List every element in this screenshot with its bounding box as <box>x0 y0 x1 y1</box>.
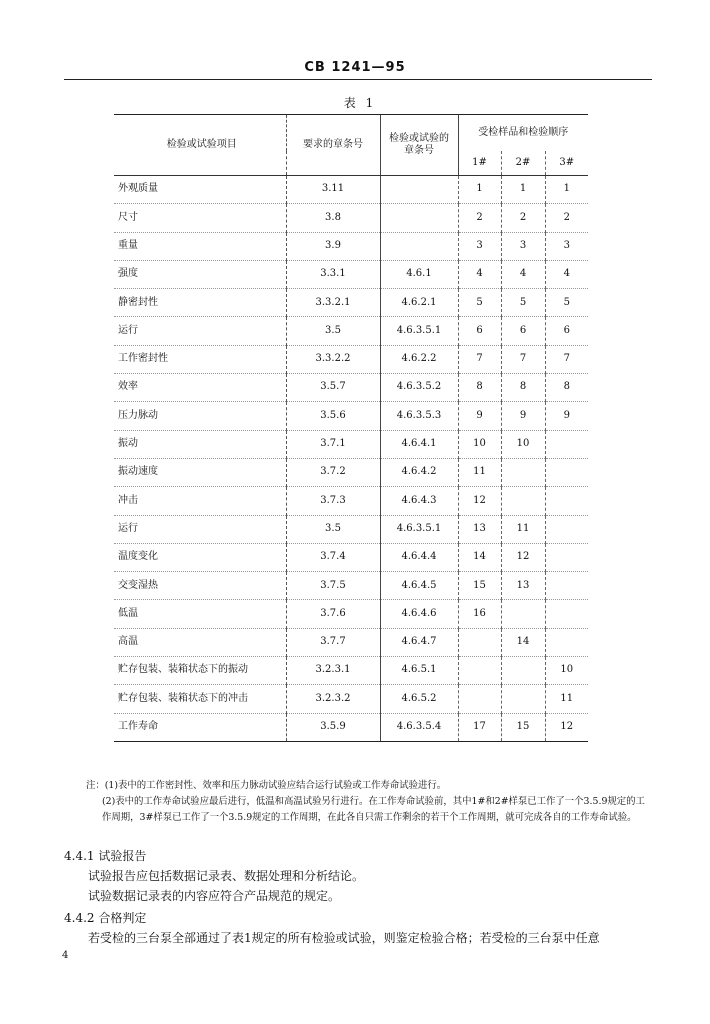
row-item-cell: 高温 <box>114 628 286 656</box>
table-row <box>114 628 588 656</box>
row-sample-3-cell <box>545 430 588 458</box>
table-row <box>114 402 588 430</box>
row-test-method-cell: 4.6.3.5.1 <box>380 317 458 345</box>
row-requirement-cell: 3.5.6 <box>286 402 380 430</box>
row-item-cell: 贮存包装、装箱状态下的振动 <box>114 657 286 685</box>
row-item-cell: 外观质量 <box>118 183 158 195</box>
row-sample-3-cell: 11 <box>545 685 588 713</box>
row-test-method-cell: 4.6.1 <box>380 260 458 288</box>
header-item: 检验或试验项目 <box>114 115 286 176</box>
row-sample-2-cell: 14 <box>501 628 545 656</box>
row-test-method-cell <box>380 176 458 204</box>
row-sample-2-cell: 12 <box>501 543 545 571</box>
row-requirement-cell: 3.8 <box>286 204 380 232</box>
row-requirement-cell: 3.5 <box>286 317 380 345</box>
spec-table-wrapper <box>114 114 588 742</box>
header-test-method: 检验或试验的章条号 <box>380 115 458 176</box>
row-sample-1-cell: 14 <box>458 543 501 571</box>
row-item-cell: 冲击 <box>114 487 286 515</box>
row-sample-1-cell: 9 <box>458 402 501 430</box>
row-requirement-cell: 3.5.7 <box>286 374 380 402</box>
row-sample-3-cell <box>545 458 588 486</box>
row-requirement-cell: 3.5.9 <box>286 713 380 741</box>
row-item-cell: 贮存包装、装箱状态下的冲击 <box>114 685 286 713</box>
header-rule <box>64 79 652 80</box>
row-sample-1-cell <box>458 628 501 656</box>
row-sample-1-cell: 6 <box>458 317 501 345</box>
row-sample-3-cell: 5 <box>545 289 588 317</box>
page-number: 4 <box>62 950 69 961</box>
row-sample-3-cell: 6 <box>545 317 588 345</box>
row-sample-3-cell <box>545 572 588 600</box>
table-row <box>114 176 588 204</box>
row-requirement-cell: 3.2.3.1 <box>286 657 380 685</box>
row-sample-2-cell: 15 <box>501 713 545 741</box>
row-sample-1-cell: 1 <box>458 176 501 204</box>
row-requirement-cell: 3.7.6 <box>286 600 380 628</box>
header-sample-2: 2# <box>501 151 545 176</box>
row-sample-2-cell: 6 <box>501 317 545 345</box>
table-row <box>114 430 588 458</box>
row-requirement-cell: 3.11 <box>286 176 380 204</box>
row-test-method-cell: 4.6.4.6 <box>380 600 458 628</box>
row-requirement-cell: 3.7.7 <box>286 628 380 656</box>
row-sample-3-cell <box>545 515 588 543</box>
row-sample-1-cell: 15 <box>458 572 501 600</box>
row-item-cell: 工作密封性 <box>114 345 286 373</box>
row-item-cell: 强度 <box>114 260 286 288</box>
note-2: (2)表中的工作寿命试验应最后进行，低温和高温试验另行进行。在工作寿命试验前，其中1#和2#样泵已工作了一个3.5.9规定的工作周期，3#样泵已工作了一个3.5.9规定的工作周期，在此各自只需工作剩余的若干个工作周期，就可完成各自的工作寿命试验。 <box>102 796 645 823</box>
table-row <box>114 713 588 741</box>
row-item-cell: 振动 <box>114 430 286 458</box>
row-sample-1-cell: 8 <box>458 374 501 402</box>
row-requirement-cell: 3.5 <box>286 515 380 543</box>
row-sample-2-cell: 5 <box>501 289 545 317</box>
row-sample-2-cell: 2 <box>501 204 545 232</box>
table-row <box>114 345 588 373</box>
row-test-method-cell <box>380 232 458 260</box>
row-sample-2-cell <box>501 458 545 486</box>
row-test-method-cell: 4.6.5.1 <box>380 657 458 685</box>
row-item-cell: 工作寿命 <box>114 713 286 741</box>
table-row <box>114 260 588 288</box>
row-test-method-cell: 4.6.5.2 <box>380 685 458 713</box>
row-sample-1-cell <box>458 685 501 713</box>
row-sample-3-cell: 9 <box>545 402 588 430</box>
row-requirement-cell: 3.7.2 <box>286 458 380 486</box>
spec-table <box>114 114 588 742</box>
row-sample-3-cell: 2 <box>545 204 588 232</box>
row-item-cell: 运行 <box>114 515 286 543</box>
row-requirement-cell: 3.3.1 <box>286 260 380 288</box>
standard-code: CB 1241—95 <box>304 60 406 75</box>
table-row <box>114 543 588 571</box>
row-sample-2-cell: 9 <box>501 402 545 430</box>
row-item-cell: 振动速度 <box>114 458 286 486</box>
row-sample-2-cell <box>501 657 545 685</box>
table-row <box>114 600 588 628</box>
row-sample-1-cell: 17 <box>458 713 501 741</box>
row-sample-2-cell: 3 <box>501 232 545 260</box>
row-sample-1-cell: 13 <box>458 515 501 543</box>
row-sample-3-cell: 8 <box>545 374 588 402</box>
row-requirement-cell: 3.7.1 <box>286 430 380 458</box>
row-sample-1-cell: 3 <box>458 232 501 260</box>
row-test-method-cell: 4.6.3.5.4 <box>380 713 458 741</box>
table-row <box>114 458 588 486</box>
row-requirement-cell: 3.2.3.2 <box>286 685 380 713</box>
row-item-cell: 效率 <box>114 374 286 402</box>
row-item-cell: 低温 <box>114 600 286 628</box>
row-sample-3-cell: 1 <box>545 176 588 204</box>
table-row <box>114 374 588 402</box>
section-4-4-2-line-1: 若受检的三台泵全部通过了表1规定的所有检验或试验，则鉴定检验合格；若受检的三台泵中任意 <box>88 931 600 945</box>
row-test-method-cell <box>380 204 458 232</box>
row-item-cell: 重量 <box>114 232 286 260</box>
row-requirement-cell: 3.3.2.2 <box>286 345 380 373</box>
row-sample-1-cell: 2 <box>458 204 501 232</box>
row-sample-1-cell: 5 <box>458 289 501 317</box>
row-test-method-cell: 4.6.2.2 <box>380 345 458 373</box>
row-sample-1-cell <box>458 657 501 685</box>
row-test-method-cell: 4.6.4.4 <box>380 543 458 571</box>
row-sample-2-cell <box>501 600 545 628</box>
row-sample-2-cell: 4 <box>501 260 545 288</box>
table-caption: 表 1 <box>343 96 377 110</box>
section-4-4-1 <box>64 846 664 906</box>
section-4-4-1-heading: 4.4.1 试验报告 <box>64 849 147 863</box>
row-sample-3-cell: 7 <box>545 345 588 373</box>
row-test-method-cell: 4.6.3.5.1 <box>380 515 458 543</box>
row-test-method-cell: 4.6.3.5.3 <box>380 402 458 430</box>
row-sample-3-cell <box>545 487 588 515</box>
header-sequence-group: 受检样品和检验顺序 <box>458 115 588 152</box>
row-item-cell: 尺寸 <box>114 204 286 232</box>
row-sample-2-cell: 8 <box>501 374 545 402</box>
row-item-cell: 温度变化 <box>114 543 286 571</box>
row-sample-2-cell: 13 <box>501 572 545 600</box>
row-test-method-cell: 4.6.4.1 <box>380 430 458 458</box>
row-sample-2-cell: 1 <box>501 176 545 204</box>
section-4-4-2 <box>64 908 664 948</box>
table-row <box>114 515 588 543</box>
row-test-method-cell: 4.6.4.2 <box>380 458 458 486</box>
row-requirement-cell: 3.9 <box>286 232 380 260</box>
row-sample-1-cell: 10 <box>458 430 501 458</box>
section-4-4-1-line-1: 试验报告应包括数据记录表、数据处理和分析结论。 <box>88 869 365 883</box>
row-test-method-cell: 4.6.2.1 <box>380 289 458 317</box>
row-sample-2-cell: 10 <box>501 430 545 458</box>
row-test-method-cell: 4.6.4.7 <box>380 628 458 656</box>
table-body <box>114 176 588 742</box>
row-sample-3-cell <box>545 628 588 656</box>
table-row <box>114 204 588 232</box>
row-sample-1-cell: 7 <box>458 345 501 373</box>
row-item-cell: 交变湿热 <box>114 572 286 600</box>
row-sample-1-cell: 4 <box>458 260 501 288</box>
note-1: 注：(1)表中的工作密封性、效率和压力脉动试验应结合运行试验或工作寿命试验进行。 <box>86 780 447 791</box>
row-sample-2-cell <box>501 685 545 713</box>
row-sample-3-cell: 12 <box>545 713 588 741</box>
header-sample-3: 3# <box>545 151 588 176</box>
header-requirement: 要求的章条号 <box>286 115 380 176</box>
row-sample-2-cell: 11 <box>501 515 545 543</box>
table-row <box>114 289 588 317</box>
table-notes <box>86 778 654 826</box>
row-requirement-cell: 3.7.4 <box>286 543 380 571</box>
row-requirement-cell: 3.3.2.1 <box>286 289 380 317</box>
table-row <box>114 317 588 345</box>
table-row <box>114 685 588 713</box>
row-test-method-cell: 4.6.3.5.2 <box>380 374 458 402</box>
row-sample-3-cell: 4 <box>545 260 588 288</box>
row-sample-3-cell <box>545 543 588 571</box>
table-row <box>114 657 588 685</box>
row-sample-2-cell <box>501 487 545 515</box>
row-sample-1-cell: 16 <box>458 600 501 628</box>
section-4-4-1-line-2: 试验数据记录表的内容应符合产品规范的规定。 <box>88 889 341 903</box>
section-4-4-2-heading: 4.4.2 合格判定 <box>64 911 147 925</box>
header-sample-1: 1# <box>458 151 501 176</box>
row-sample-3-cell: 3 <box>545 232 588 260</box>
row-requirement-cell: 3.7.3 <box>286 487 380 515</box>
row-item-cell: 运行 <box>114 317 286 345</box>
row-sample-1-cell: 11 <box>458 458 501 486</box>
row-item-cell: 压力脉动 <box>114 402 286 430</box>
row-sample-2-cell: 7 <box>501 345 545 373</box>
table-row <box>114 572 588 600</box>
row-sample-1-cell: 12 <box>458 487 501 515</box>
table-row <box>114 487 588 515</box>
table-row <box>114 232 588 260</box>
row-sample-3-cell: 10 <box>545 657 588 685</box>
row-requirement-cell: 3.7.5 <box>286 572 380 600</box>
row-item-cell: 静密封性 <box>114 289 286 317</box>
row-test-method-cell: 4.6.4.5 <box>380 572 458 600</box>
row-test-method-cell: 4.6.4.3 <box>380 487 458 515</box>
row-sample-3-cell <box>545 600 588 628</box>
